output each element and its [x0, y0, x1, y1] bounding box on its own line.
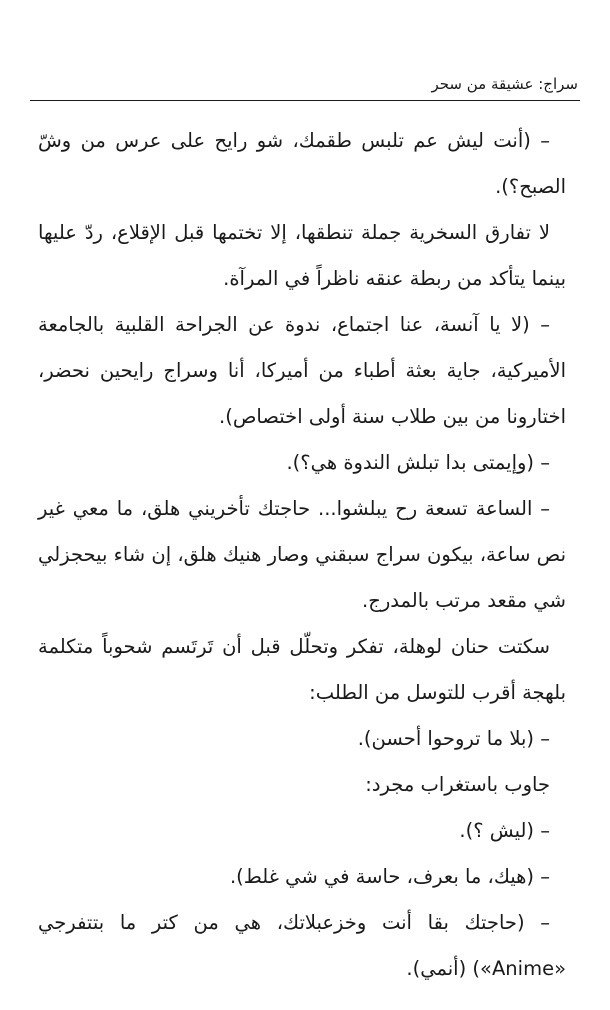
running-header [30, 66, 580, 101]
paragraph-dialogue-6: – (ليش ؟). [459, 819, 550, 842]
paragraph-dialogue-4: – الساعة تسعة رح يبلشوا... حاجتك تأخريني هلق، ما معي غير نص ساعة، بيكون سراج سبقني وصار هنيك هلق، إن شاء بيحجزلي شي مقعد مرتب بالمدرج. [38, 497, 566, 612]
paragraph-narration-1: لا تفارق السخرية جملة تنطقها، إلا تختمها قبل الإقلاع، ردّ عليها بينما يتأكد من ربطة عنقه ناظراً في المرآة. [38, 221, 566, 290]
paragraph-narration-3: جاوب باستغراب مجرد: [365, 773, 550, 796]
body-text [38, 118, 566, 992]
paragraph-dialogue-1: – (أنت ليش عم تلبس طقمك، شو رايح على عرس من وشّ الصبح؟). [38, 129, 566, 198]
paragraph-dialogue-3: – (وإيمتى بدا تبلش الندوة هي؟). [286, 451, 550, 474]
running-header-title: سراج: عشيقة من سحر [431, 75, 578, 93]
paragraph-dialogue-2: – (لا يا آنسة، عنا اجتماع، ندوة عن الجراحة القلبية بالجامعة الأميركية، جاية بعثة أطباء من أميركا، أنا وسراج رايحين نحضر، اختارونا من بين طلاب سنة أولى اختصاص). [38, 313, 566, 428]
paragraph-dialogue-8: – (حاجتك بقا أنت وخزعبلاتك، هي من كتر ما بتتفرجي «Anime») (أنمي). [38, 911, 566, 980]
paragraph-dialogue-5: – (بلا ما تروحوا أحسن). [357, 727, 550, 750]
paragraph-narration-2: سكتت حنان لوهلة، تفكر وتحلّل قبل أن تَرتَسم شحوباً متكلمة بلهجة أقرب للتوسل من الطلب: [38, 635, 566, 704]
paragraph-dialogue-7: – (هيك، ما بعرف، حاسة في شي غلط). [229, 865, 550, 888]
